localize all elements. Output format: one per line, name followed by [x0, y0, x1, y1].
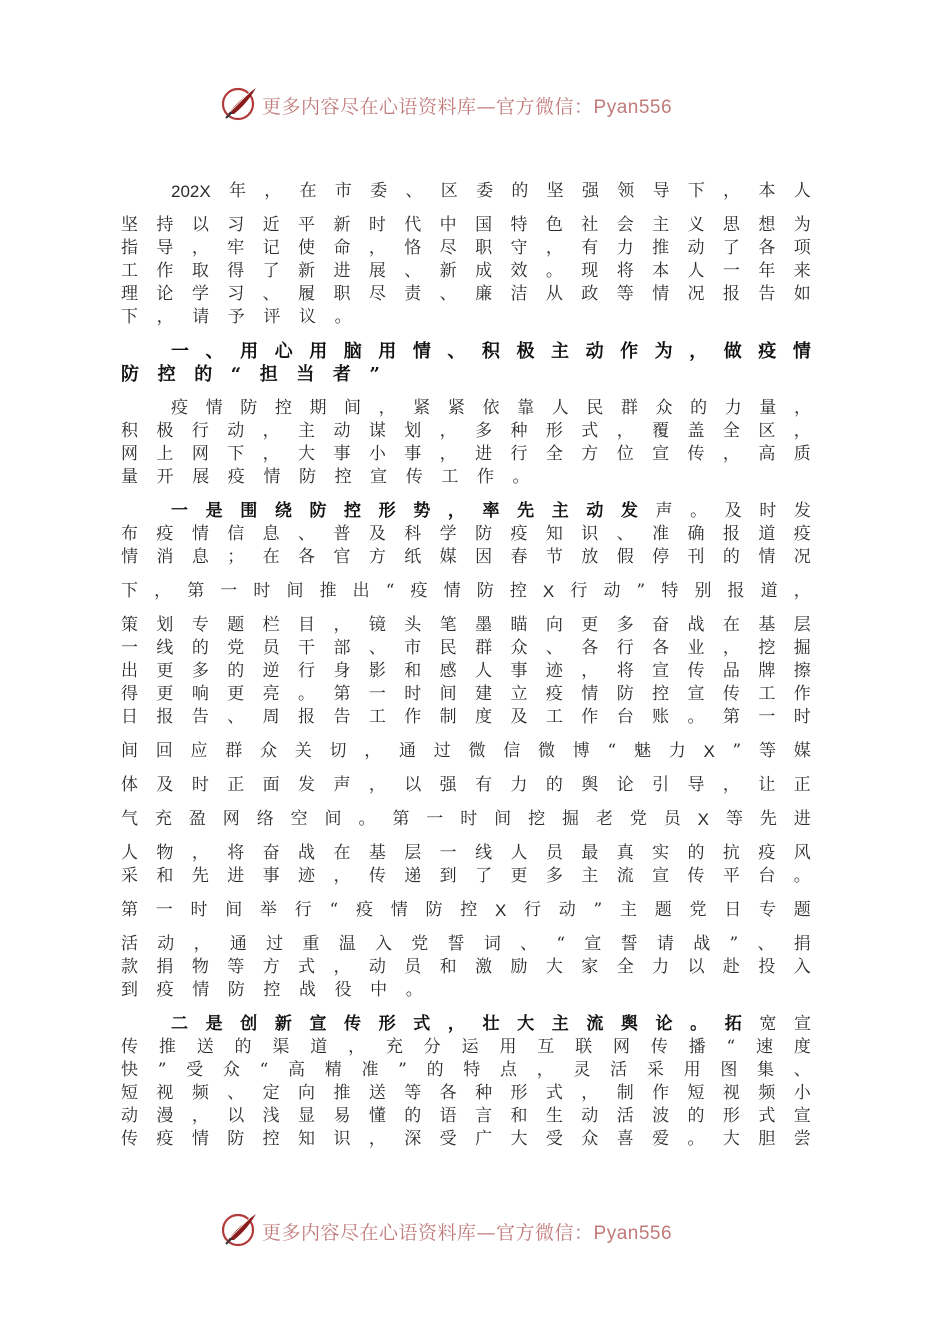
wechat-id: Pyan556	[593, 1223, 673, 1244]
text-line: 工 作 取 得 了 新 进 展 、 新 成 效 。 现 将 本 人 一 年 来	[121, 261, 811, 281]
text-line: 出 更 多 的 逆 行 身 影 和 感 人 事 迹 ， 将 宣 传 品 牌 擦	[121, 661, 811, 681]
text-line: 理 论 学 习 、 履 职 尽 责 、 廉 洁 从 政 等 情 况 报 告 如	[121, 284, 811, 304]
text-line: 二 是 创 新 宣 传 形 式 ， 壮 大 主 流 舆 论 。 拓 宽 宣	[171, 1014, 811, 1034]
banner-label: 更多内容尽在心语资料库—官方微信：	[262, 1222, 594, 1244]
text-line: 坚 持 以 习 近 平 新 时 代 中 国 特 色 社 会 主 义 思 想 为	[121, 215, 811, 235]
text-line: 疫 情 防 控 期 间 ， 紧 紧 依 靠 人 民 群 众 的 力 量 ，	[171, 398, 811, 418]
text-line: 一 是 围 绕 防 控 形 势 ， 率 先 主 动 发 声 。 及 时 发	[171, 501, 811, 521]
text-line: 下 ， 请 予 评 议 。	[121, 307, 352, 327]
footer-banner	[0, 1208, 950, 1252]
text-line: 第 一 时 间 举 行 “ 疫 情 防 控 X 行 动 ” 主 题 党 日 专 题	[121, 900, 811, 920]
text-line: 量 开 展 疫 情 防 控 宣 传 工 作 。	[121, 467, 530, 487]
text-line: 情 消 息 ； 在 各 官 方 纸 媒 因 春 节 放 假 停 刊 的 情 况	[121, 547, 811, 567]
text-line: 传 推 送 的 渠 道 ， 充 分 运 用 互 联 网 传 播 “ 速 度	[121, 1037, 811, 1057]
header-banner	[0, 82, 950, 126]
feather-seal-icon	[220, 84, 260, 124]
text-line: 采 和 先 进 事 迹 ， 传 递 到 了 更 多 主 流 宣 传 平 台 。	[121, 866, 811, 886]
text-line: 短 视 频 、 定 向 推 送 等 各 种 形 式 ， 制 作 短 视 频 小	[121, 1083, 811, 1103]
banner-text	[262, 92, 672, 119]
text-line: 到 疫 情 防 控 战 役 中 。	[121, 980, 423, 1000]
text-line: 202X 年 ， 在 市 委 、 区 委 的 坚 强 领 导 下 ， 本 人	[171, 181, 811, 201]
section-heading-line: 防 控 的 “ 担 当 者 ”	[121, 364, 380, 385]
text-line: 得 更 响 更 亮 。 第 一 时 间 建 立 疫 情 防 控 宣 传 工 作	[121, 684, 811, 704]
section-heading-line: 一 、 用 心 用 脑 用 情 、 积 极 主 动 作 为 ， 做 疫 情	[171, 341, 811, 362]
document-body	[121, 180, 811, 1151]
text-line: 一 线 的 党 员 干 部 、 市 民 群 众 、 各 行 各 业 ， 挖 掘	[121, 638, 811, 658]
banner-text	[262, 1218, 672, 1245]
text-line: 指 导 ， 牢 记 使 命 ， 恪 尽 职 守 ， 有 力 推 动 了 各 项	[121, 238, 811, 258]
text-line: 下 ， 第 一 时 间 推 出 “ 疫 情 防 控 X 行 动 ” 特 别 报 道 ，	[121, 581, 811, 601]
text-line: 布 疫 情 信 息 、 普 及 科 学 防 疫 知 识 、 准 确 报 道 疫	[121, 524, 811, 544]
text-line: 活 动 ， 通 过 重 温 入 党 誓 词 、 “ 宣 誓 请 战 ” 、 捐	[121, 934, 811, 954]
text-line: 传 疫 情 防 控 知 识 ， 深 受 广 大 受 众 喜 爱 。 大 胆 尝	[121, 1129, 811, 1149]
text-line: 动 漫 ， 以 浅 显 易 懂 的 语 言 和 生 动 活 波 的 形 式 宣	[121, 1106, 811, 1126]
text-line: 气 充 盈 网 络 空 间 。 第 一 时 间 挖 掘 老 党 员 X 等 先 进	[121, 809, 811, 829]
text-line: 快 ” 受 众 “ 高 精 准 ” 的 特 点 ， 灵 活 采 用 图 集 、	[121, 1060, 811, 1080]
text-line: 款 捐 物 等 方 式 ， 动 员 和 激 励 大 家 全 力 以 赴 投 入	[121, 957, 811, 977]
text-line: 日 报 告 、 周 报 告 工 作 制 度 及 工 作 台 账 。 第 一 时	[121, 707, 811, 727]
text-line: 间 回 应 群 众 关 切 ， 通 过 微 信 微 博 “ 魅 力 X ” 等 媒	[121, 741, 811, 761]
feather-seal-icon	[220, 1210, 260, 1250]
banner-label: 更多内容尽在心语资料库—官方微信：	[262, 96, 594, 118]
text-line: 策 划 专 题 栏 目 ， 镜 头 笔 墨 瞄 向 更 多 奋 战 在 基 层	[121, 615, 811, 635]
text-line: 体 及 时 正 面 发 声 ， 以 强 有 力 的 舆 论 引 导 ， 让 正	[121, 775, 811, 795]
text-line: 积 极 行 动 ， 主 动 谋 划 ， 多 种 形 式 ， 覆 盖 全 区 ，	[121, 421, 811, 441]
text-line: 网 上 网 下 ， 大 事 小 事 ， 进 行 全 方 位 宣 传 ， 高 质	[121, 444, 811, 464]
text-line: 人 物 ， 将 奋 战 在 基 层 一 线 人 员 最 真 实 的 抗 疫 风	[121, 843, 811, 863]
wechat-id: Pyan556	[593, 97, 673, 118]
